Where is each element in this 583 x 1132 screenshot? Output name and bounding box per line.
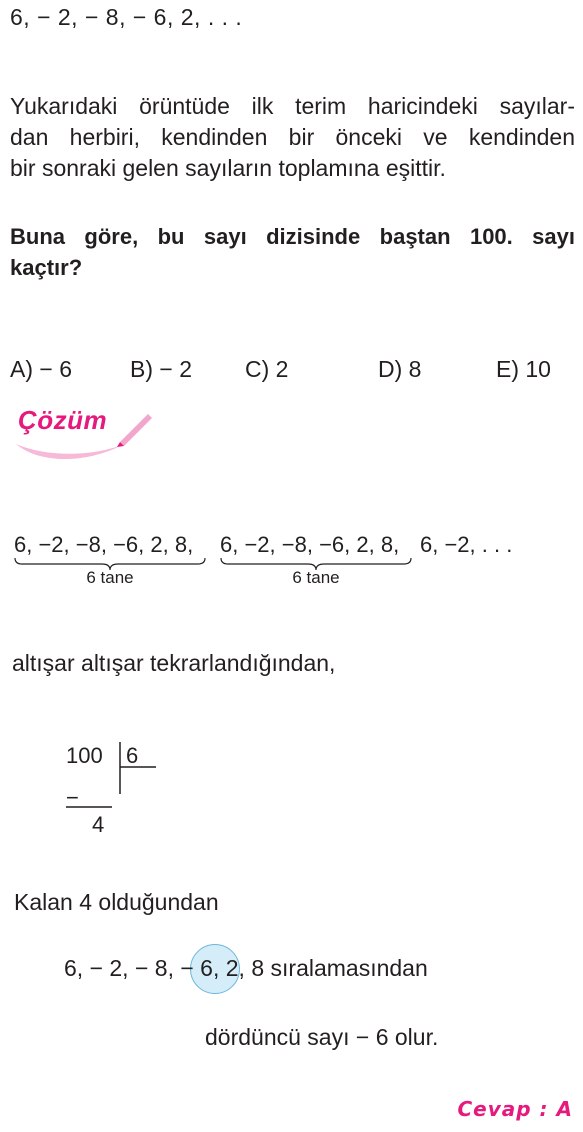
sequence-tail: 6, −2, . . . — [420, 532, 513, 557]
order-sequence — [64, 955, 428, 982]
group-one: 6, −2, −8, −6, 2, 8, — [14, 532, 194, 557]
question-text — [10, 221, 575, 283]
group-two: 6, −2, −8, −6, 2, 8, — [220, 532, 400, 557]
order-circled-term: − 6 — [180, 955, 213, 981]
description-line: Yukarıdaki örüntüde ilk terim haricindeki sayılar- — [10, 93, 575, 119]
division-minus: − — [66, 785, 79, 810]
question-line: Buna göre, bu sayı dizisinde baştan 100. sayı — [10, 224, 575, 249]
remainder-text: Kalan 4 olduğundan — [14, 889, 219, 915]
division-bracket-icon — [60, 738, 170, 818]
explanation-text: altışar altışar tekrarlandığından, — [12, 650, 336, 676]
description-line: bir sonraki gelen sayıların toplamına eşittir. — [10, 155, 446, 181]
division-divisor: 6 — [126, 743, 139, 768]
conclusion-text: dördüncü sayı − 6 olur. — [205, 1024, 439, 1050]
order-prefix: 6, − 2, − 8, — [64, 955, 174, 981]
answer-label: Cevap : A — [457, 1097, 573, 1121]
problem-description — [10, 91, 575, 184]
option-e[interactable]: E) 10 — [496, 356, 551, 382]
question-line: kaçtır? — [10, 255, 83, 280]
group-one-label: 6 tane — [86, 568, 134, 587]
option-b[interactable]: B) − 2 — [130, 356, 193, 382]
option-c[interactable]: C) 2 — [245, 356, 289, 382]
given-sequence: 6, − 2, − 8, − 6, 2, . . . — [10, 4, 243, 30]
group-two-label: 6 tane — [292, 568, 340, 587]
division-remainder: 4 — [92, 812, 105, 837]
description-line: dan herbiri, kendinden bir önceki ve kendinden — [10, 124, 575, 150]
option-d[interactable]: D) 8 — [378, 356, 422, 382]
option-a[interactable]: A) − 6 — [10, 356, 73, 382]
solution-heading-text: Çözüm — [18, 405, 108, 435]
division-dividend: 100 — [66, 743, 103, 768]
order-suffix: , 2, 8 sıralamasından — [212, 955, 428, 981]
